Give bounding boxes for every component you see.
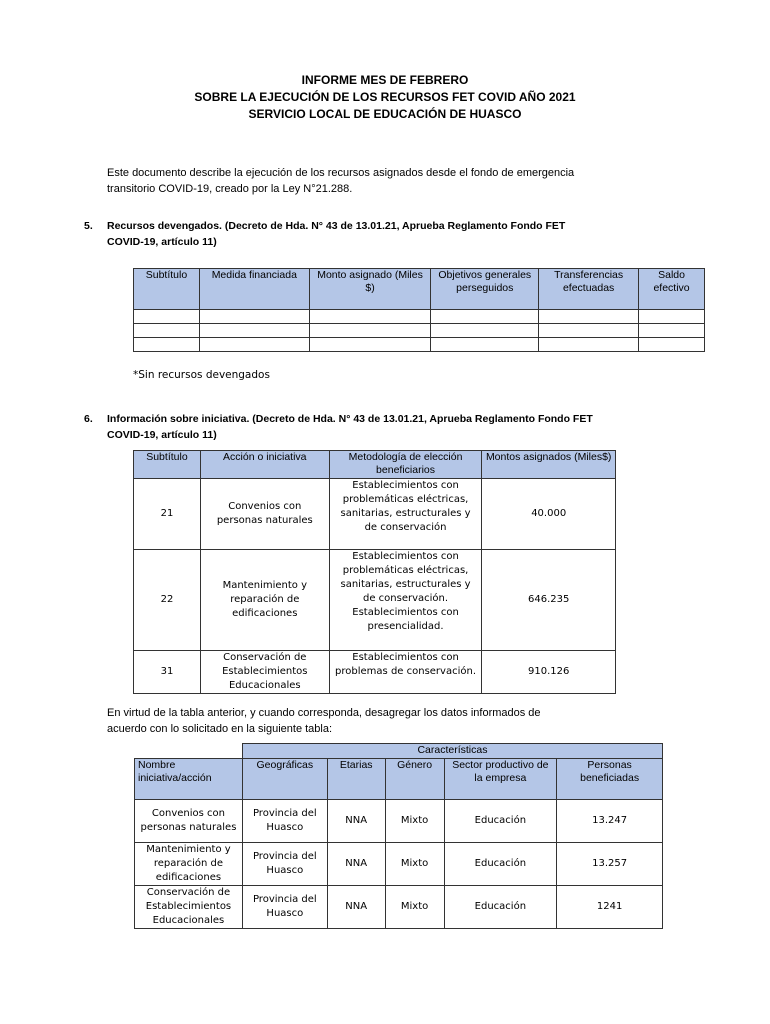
report-title-line-1: INFORME MES DE FEBRERO	[301, 73, 469, 87]
characteristics-genero: Mixto	[385, 886, 444, 929]
resources-header-transferencias: Transferencias efectuadas	[539, 269, 639, 310]
initiative-subtitulo: 22	[134, 550, 201, 651]
section-5-heading	[84, 218, 717, 250]
empty-cell	[134, 310, 200, 324]
section-6-heading	[84, 411, 717, 443]
initiative-accion: Convenios con personas naturales	[200, 479, 329, 550]
resources-header-saldo: Saldo efectivo	[639, 269, 705, 310]
initiative-metodologia: Establecimientos con problemáticas eléctricas, sanitarias, estructurales y de conservación. Establecimientos con presencialidad.	[329, 550, 482, 651]
characteristics-nombre: Mantenimiento y reparación de edificaciones	[135, 843, 243, 886]
table-row	[134, 324, 705, 338]
characteristics-genero: Mixto	[385, 800, 444, 843]
blank-corner-cell	[135, 744, 243, 759]
report-title-line-2: SOBRE LA EJECUCIÓN DE LOS RECURSOS FET COVID AÑO 2021	[194, 90, 576, 104]
initiatives-header-subtitulo: Subtítulo	[134, 451, 201, 479]
resources-header-medida: Medida financiada	[199, 269, 309, 310]
initiative-monto: 910.126	[482, 651, 616, 694]
characteristics-etaria: NNA	[327, 886, 385, 929]
empty-cell	[199, 324, 309, 338]
characteristics-sector: Educación	[444, 886, 557, 929]
characteristics-header-row	[135, 759, 663, 800]
initiative-metodologia: Establecimientos con problemas de conservación.	[329, 651, 482, 694]
characteristics-genero: Mixto	[385, 843, 444, 886]
characteristics-personas: 13.257	[557, 843, 663, 886]
initiatives-header-accion: Acción o iniciativa	[200, 451, 329, 479]
characteristics-header-etarias: Etarias	[327, 759, 385, 800]
table-row	[134, 338, 705, 352]
table-row	[134, 479, 616, 550]
table-row	[135, 843, 663, 886]
empty-cell	[309, 310, 431, 324]
resources-table	[133, 268, 705, 352]
characteristics-sector: Educación	[444, 843, 557, 886]
empty-cell	[639, 324, 705, 338]
section-6-line-1: Información sobre iniciativa. (Decreto de Hda. N° 43 de 13.01.21, Aprueba Reglamento Fondo FET	[107, 413, 593, 425]
resources-header-subtitulo: Subtítulo	[134, 269, 200, 310]
characteristics-table	[134, 743, 663, 929]
empty-cell	[431, 310, 539, 324]
characteristics-header-genero: Género	[385, 759, 444, 800]
characteristics-header-sector: Sector productivo de la empresa	[444, 759, 557, 800]
empty-cell	[639, 310, 705, 324]
characteristics-geografica: Provincia del Huasco	[242, 886, 327, 929]
section-5-line-2: COVID-19, artículo 11)	[107, 236, 217, 248]
characteristics-group-header: Características	[242, 744, 662, 759]
initiative-subtitulo: 31	[134, 651, 201, 694]
intro-line-2: transitorio COVID-19, creado por la Ley N°21.288.	[107, 183, 353, 195]
empty-cell	[309, 324, 431, 338]
characteristics-geografica: Provincia del Huasco	[242, 800, 327, 843]
empty-cell	[539, 338, 639, 352]
characteristics-nombre: Conservación de Establecimientos Educacionales	[135, 886, 243, 929]
section-6-line-2: COVID-19, artículo 11)	[107, 429, 217, 441]
table-row	[135, 800, 663, 843]
initiatives-table-header-row	[134, 451, 616, 479]
section-5-number: 5.	[84, 220, 93, 232]
empty-cell	[431, 338, 539, 352]
initiative-monto: 646.235	[482, 550, 616, 651]
resources-table-header-row	[134, 269, 705, 310]
characteristics-header-geograficas: Geográficas	[242, 759, 327, 800]
characteristics-personas: 13.247	[557, 800, 663, 843]
intro-line-1: Este documento describe la ejecución de los recursos asignados desde el fondo de emergencia	[107, 167, 575, 179]
initiative-subtitulo: 21	[134, 479, 201, 550]
characteristics-geografica: Provincia del Huasco	[242, 843, 327, 886]
report-title-line-3: SERVICIO LOCAL DE EDUCACIÓN DE HUASCO	[248, 107, 522, 121]
resources-header-monto: Monto asignado (Miles $)	[309, 269, 431, 310]
initiatives-table	[133, 450, 616, 694]
section-5-line-1: Recursos devengados. (Decreto de Hda. N° 43 de 13.01.21, Aprueba Reglamento Fondo FET	[107, 220, 566, 232]
table-row	[135, 886, 663, 929]
empty-cell	[134, 338, 200, 352]
characteristics-sector: Educación	[444, 800, 557, 843]
empty-cell	[539, 310, 639, 324]
characteristics-nombre: Convenios con personas naturales	[135, 800, 243, 843]
initiative-accion: Mantenimiento y reparación de edificaciones	[200, 550, 329, 651]
table-row	[134, 550, 616, 651]
disaggregation-line-2: acuerdo con lo solicitado en la siguiente tabla:	[107, 723, 333, 735]
disaggregation-paragraph	[107, 705, 717, 737]
disaggregation-line-1: En virtud de la tabla anterior, y cuando corresponda, desagregar los datos informados de	[107, 707, 541, 719]
empty-cell	[199, 310, 309, 324]
characteristics-header-personas: Personas beneficiadas	[557, 759, 663, 800]
table-row	[134, 651, 616, 694]
initiative-accion: Conservación de Establecimientos Educacionales	[200, 651, 329, 694]
characteristics-etaria: NNA	[327, 843, 385, 886]
empty-cell	[539, 324, 639, 338]
empty-cell	[309, 338, 431, 352]
empty-cell	[431, 324, 539, 338]
initiatives-header-metodologia: Metodología de elección beneficiarios	[329, 451, 482, 479]
resources-header-objetivos: Objetivos generales perseguidos	[431, 269, 539, 310]
characteristics-personas: 1241	[557, 886, 663, 929]
intro-paragraph	[107, 165, 717, 197]
empty-cell	[639, 338, 705, 352]
characteristics-group-header-row	[135, 744, 663, 759]
initiative-monto: 40.000	[482, 479, 616, 550]
empty-cell	[199, 338, 309, 352]
initiatives-header-monto: Montos asignados (Miles$)	[482, 451, 616, 479]
no-resources-note: *Sin recursos devengados	[133, 369, 270, 381]
initiative-metodologia: Establecimientos con problemáticas eléctricas, sanitarias, estructurales y de conservación	[329, 479, 482, 550]
section-6-number: 6.	[84, 413, 93, 425]
characteristics-etaria: NNA	[327, 800, 385, 843]
empty-cell	[134, 324, 200, 338]
table-row	[134, 310, 705, 324]
characteristics-header-nombre: Nombre iniciativa/acción	[135, 759, 243, 800]
